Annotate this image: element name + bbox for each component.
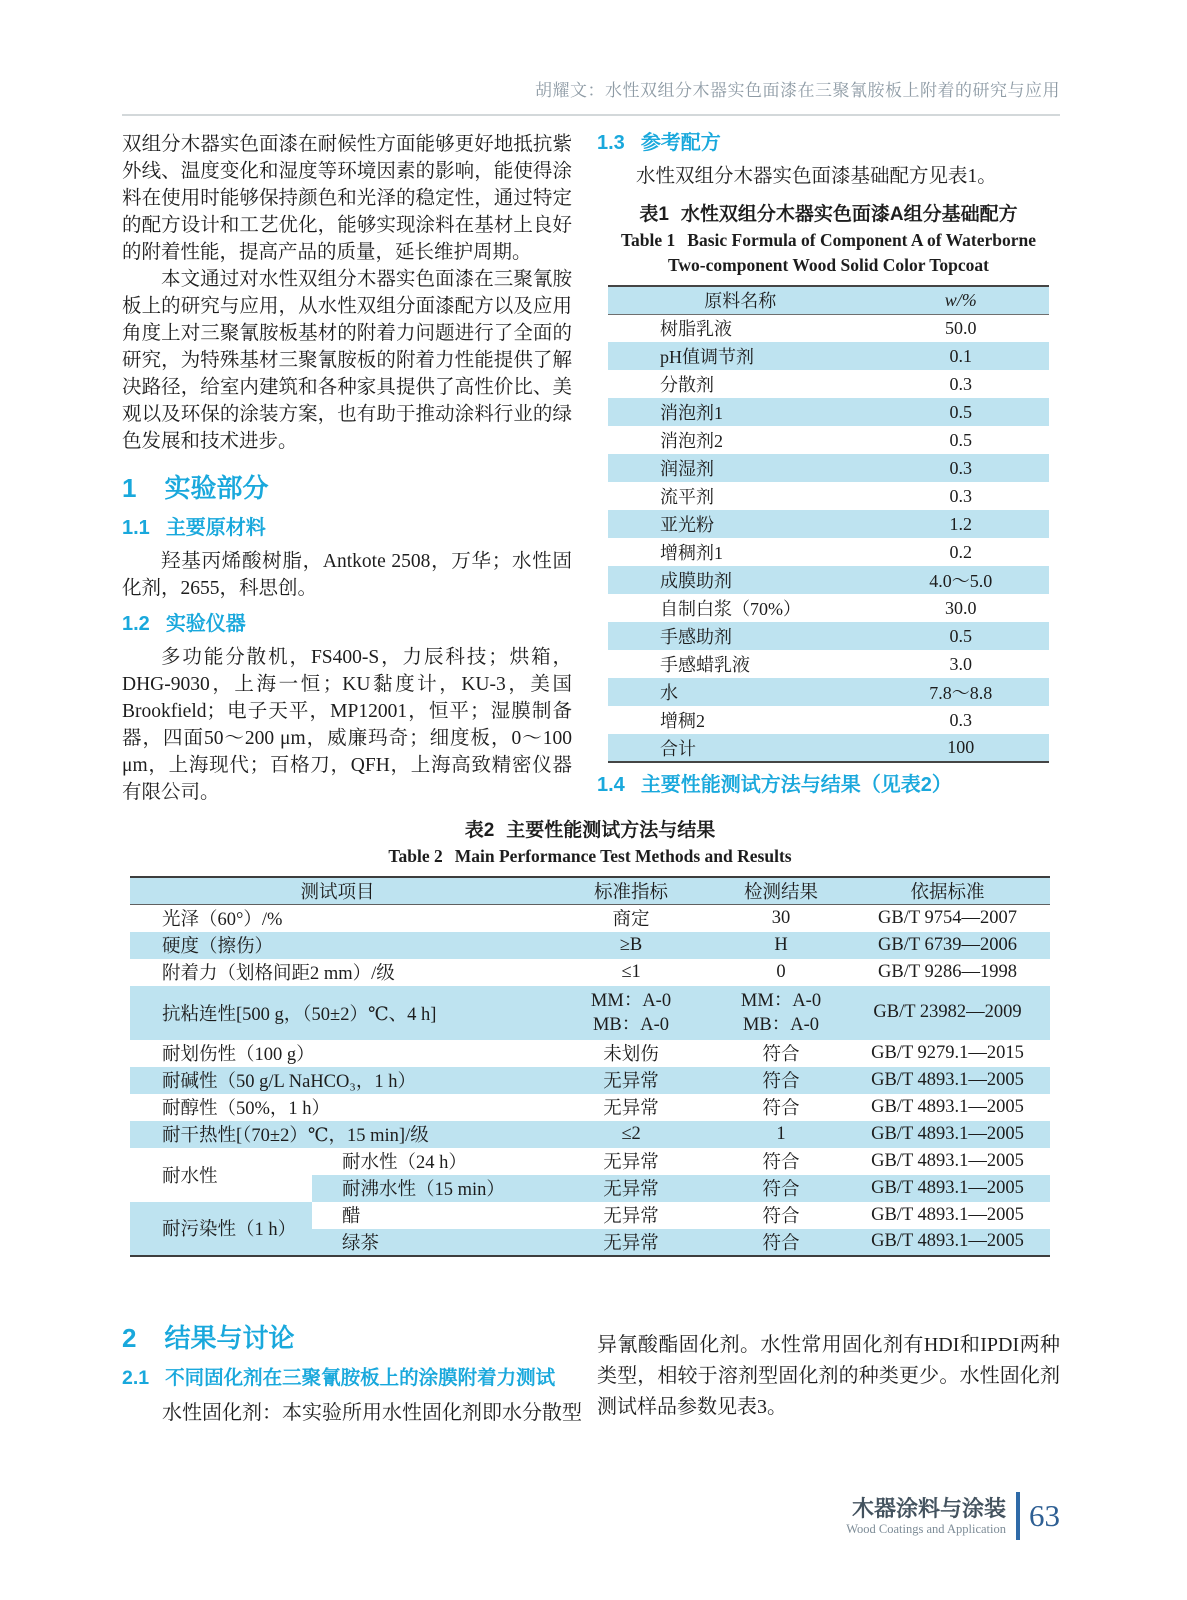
table-row-anti-blocking (130, 986, 1050, 1040)
table-row-adhesion (130, 959, 1050, 986)
paragraph-materials: 羟基丙烯酸树脂，Antkote 2508，万华；水性固化剂，2655，科思创。 (122, 551, 572, 599)
cell-basis: GB/T 4893.1—2005 (845, 1229, 1050, 1256)
table1-body (608, 314, 1049, 762)
table1-title-cn: 水性双组分木器实色面漆A组分基础配方 (680, 204, 1018, 225)
cell-weight-percent: 0.2 (949, 541, 973, 562)
section-number: 1.3 (597, 132, 625, 154)
table-row (608, 454, 1049, 482)
cell-weight-percent: 50.0 (945, 317, 977, 338)
cell-weight-percent: 7.8～8.8 (929, 683, 993, 703)
right-column (597, 130, 1060, 805)
cell-basis: GB/T 9279.1—2015 (871, 1042, 1024, 1063)
table-row-alkali (130, 1067, 1050, 1094)
results-section-left (122, 1322, 584, 1428)
table-header-row (130, 877, 1050, 905)
table2-label-cn: 表2 (464, 820, 495, 841)
section-title: 实验仪器 (165, 613, 246, 635)
results-section-right (597, 1330, 1060, 1423)
table-row (608, 398, 1049, 426)
cell-standard: 无异常 (545, 1175, 717, 1202)
cell-sub-item: 耐水性（24 h） (342, 1153, 467, 1173)
cell-weight-percent: 0.1 (949, 345, 973, 366)
cell-group-stain-resistance: 耐污染性（1 h） (130, 1202, 312, 1256)
section-title: 结果与讨论 (164, 1323, 295, 1353)
table-row (608, 622, 1049, 650)
section-heading-2-1 (122, 1365, 584, 1391)
cell-result: 符合 (762, 1045, 800, 1065)
table2-title-en: Main Performance Test Methods and Results (454, 846, 792, 866)
table2-header (130, 877, 1050, 905)
section-title: 不同固化剂在三聚氰胺板上的涂膜附着力测试 (165, 1367, 556, 1389)
table2-header-result: 检测结果 (717, 877, 845, 905)
cell-basis: GB/T 6739—2006 (845, 932, 1050, 959)
cell-standard: MM：A-0 MB：A-0 (545, 986, 717, 1040)
cell-sub-item: 绿茶 (312, 1229, 545, 1256)
cell-material-name: 成膜助剂 (660, 571, 732, 591)
section-number: 1 (122, 473, 137, 503)
cell-standard: 商定 (612, 910, 650, 931)
cell-basis: GB/T 4893.1—2005 (845, 1175, 1050, 1202)
cell-item: 耐划伤性（100 g） (162, 1045, 315, 1065)
section-title: 实验部分 (164, 473, 269, 503)
cell-basis: GB/T 4893.1—2005 (845, 1121, 1050, 1148)
cell-weight-percent: 1.2 (949, 513, 973, 534)
cell-result: 符合 (717, 1175, 845, 1202)
journal-name-en: Wood Coatings and Application (846, 1521, 1006, 1536)
table1-label-en: Table 1 (620, 230, 676, 250)
table-header-row (608, 286, 1049, 314)
cell-material-name: 亚光粉 (660, 515, 714, 535)
paragraph-continuation: 双组分木器实色面漆在耐候性方面能够更好地抵抗紫外线、温度变化和湿度等环境因素的影响，能使得涂料在使用时能够保持颜色和光泽的稳定性，通过特定的配方设计和工艺优化，能够实现涂料在基材上良好的附着性能，提高产品的质量，延长维护周期。 (122, 134, 572, 263)
footer-divider (1016, 1492, 1020, 1540)
cell-material-name: 流平剂 (660, 487, 714, 507)
paragraph-formula-ref: 水性双组分木器实色面漆基础配方见表1。 (636, 166, 997, 187)
section-heading-1 (122, 472, 572, 504)
section-number: 1.2 (122, 613, 150, 635)
cell-result: H (717, 932, 845, 959)
section-title: 主要性能测试方法与结果（见表2） (640, 774, 952, 796)
section-heading-1-2 (122, 611, 572, 637)
cell-item: 光泽（60°）/% (162, 910, 283, 931)
cell-result: MM：A-0 MB：A-0 (717, 986, 845, 1040)
table-row (608, 678, 1049, 706)
table-row (608, 650, 1049, 678)
cell-result: 符合 (717, 1229, 845, 1256)
table2-title-cn: 主要性能测试方法与结果 (506, 820, 716, 841)
cell-item: 耐醇性（50%，1 h） (162, 1099, 331, 1119)
table-row (608, 314, 1049, 342)
cell-basis: GB/T 23982—2009 (845, 986, 1050, 1040)
cell-sub-item: 耐沸水性（15 min） (312, 1175, 545, 1202)
cell-weight-percent: 4.0～5.0 (929, 571, 993, 591)
cell-material-name: 润湿剂 (660, 459, 714, 479)
paragraph-instruments: 多功能分散机，FS400-S，力辰科技；烘箱，DHG-9030，上海一恒；KU黏度计，KU-3，美国Brookfield；电子天平，MP12001，恒平；湿膜制备器，四面50～200 μm，威廉玛奇；细度板，0～100 μm，上海现代；百格刀，QFH，上海高致精密仪器有限公司。 (122, 647, 572, 803)
cell-basis: GB/T 9286—1998 (878, 961, 1017, 982)
table-row-water-24h (130, 1148, 1050, 1175)
table2-header-standard: 标准指标 (545, 877, 717, 905)
table1-title-en-line1: Basic Formula of Component A of Waterborne (687, 230, 1036, 250)
table2-block (130, 818, 1050, 1257)
cell-group-water-resistance: 耐水性 (162, 1166, 218, 1187)
cell-material-name: 消泡剂1 (660, 403, 723, 423)
cell-standard: 无异常 (545, 1067, 717, 1094)
cell-basis: GB/T 4893.1—2005 (845, 1067, 1050, 1094)
cell-weight-percent: 0.5 (949, 429, 973, 450)
cell-weight-percent: 0.3 (949, 709, 973, 730)
cell-standard: ≤2 (545, 1121, 717, 1148)
table1-caption-cn (597, 202, 1060, 228)
cell-material-name: pH值调节剂 (660, 347, 754, 367)
section-title: 参考配方 (640, 132, 721, 154)
table-row-dry-heat (130, 1121, 1050, 1148)
cell-result: 符合 (717, 1067, 845, 1094)
cell-weight-percent: 3.0 (949, 653, 973, 674)
table-row-hardness (130, 932, 1050, 959)
cell-material-name: 合计 (660, 738, 696, 759)
cell-weight-percent: 0.5 (949, 625, 973, 646)
section-heading-1-4 (597, 772, 1060, 798)
table1-header-weight-percent: w/% (873, 286, 1049, 314)
section-number: 2.1 (122, 1367, 150, 1389)
cell-basis: GB/T 9754—2007 (878, 907, 1017, 928)
section-number: 1.1 (122, 517, 150, 539)
table-1 (608, 285, 1049, 763)
table1-header (608, 286, 1049, 314)
table2-header-test-item: 测试项目 (130, 877, 545, 905)
cell-standard: 无异常 (545, 1229, 717, 1256)
section-number: 1.4 (597, 774, 625, 796)
cell-result: 符合 (762, 1207, 800, 1227)
table-row (608, 566, 1049, 594)
table1-caption-en (597, 228, 1060, 278)
cell-material-name: 树脂乳液 (660, 319, 732, 340)
paragraph-intro: 本文通过对水性双组分木器实色面漆在三聚氰胺板上的研究与应用，从水性双组分面漆配方以及应用角度上对三聚氰胺板基材的附着力问题进行了全面的研究，为特殊基材三聚氰胺板的附着力性能提供了解决路径，给室内建筑和各种家具提供了高性价比、美观以及环保的涂装方案，也有助于推动涂料行业的绿色发展和技术进步。 (122, 269, 572, 452)
cell-result: 30 (771, 907, 791, 928)
running-head: 胡耀文：水性双组分木器实色面漆在三聚氰胺板上附着的研究与应用 (122, 76, 1060, 116)
table-row (608, 734, 1049, 762)
table-row (608, 482, 1049, 510)
table-row (608, 510, 1049, 538)
table-row-gloss (130, 905, 1050, 932)
table1-label-cn: 表1 (639, 204, 669, 225)
table2-header-basis: 依据标准 (845, 877, 1050, 905)
page-number: 63 (1029, 1498, 1060, 1533)
cell-material-name: 消泡剂2 (660, 431, 723, 451)
cell-item: 抗粘连性[500 g，（50±2）℃、4 h] (130, 986, 545, 1040)
table-row (608, 538, 1049, 566)
table-row-vinegar (130, 1202, 1050, 1229)
journal-name-cn: 木器涂料与涂装 (851, 1495, 1006, 1521)
section-title: 主要原材料 (165, 517, 266, 539)
cell-item: 耐碱性（50 g/L NaHCO₃，1 h） (130, 1067, 545, 1094)
section-number: 2 (122, 1323, 137, 1353)
table-row (608, 706, 1049, 734)
cell-weight-percent: 0.3 (949, 457, 973, 478)
cell-weight-percent: 0.3 (949, 373, 973, 394)
table2-body (130, 905, 1050, 1256)
table-row (608, 342, 1049, 370)
cell-material-name: 分散剂 (660, 375, 714, 395)
cell-basis: GB/T 4893.1—2005 (871, 1204, 1024, 1225)
cell-material-name: 增稠2 (660, 711, 705, 731)
table2-caption-en (130, 844, 1050, 869)
cell-standard: 无异常 (603, 1099, 659, 1119)
table-row (608, 426, 1049, 454)
cell-result: 0 (776, 961, 786, 982)
table1-title-en-line2: Two-component Wood Solid Color Topcoat (668, 255, 989, 275)
cell-item: 硬度（擦伤） (130, 932, 545, 959)
journal-name (846, 1496, 1006, 1537)
table-row (608, 370, 1049, 398)
paragraph-hardener-right: 异氰酸酯固化剂。水性常用固化剂有HDI和IPDI两种类型，相较于溶剂型固化剂的种类更少。水性固化剂测试样品参数见表3。 (597, 1334, 1060, 1418)
cell-weight-percent: 100 (947, 737, 975, 757)
cell-standard: 未划伤 (603, 1045, 659, 1065)
cell-basis: GB/T 4893.1—2005 (871, 1096, 1024, 1117)
table2-caption-cn (130, 818, 1050, 844)
table-row-scratch (130, 1040, 1050, 1067)
cell-weight-percent: 0.3 (949, 485, 973, 506)
table-2 (130, 876, 1050, 1257)
section-heading-1-1 (122, 515, 572, 541)
cell-result: 1 (717, 1121, 845, 1148)
cell-standard: 无异常 (603, 1207, 659, 1227)
cell-sub-item: 醋 (342, 1207, 361, 1227)
table2-label-en: Table 2 (388, 846, 443, 866)
table1-header-material: 原料名称 (608, 286, 873, 314)
paragraph-hardener-left: 水性固化剂：本实验所用水性固化剂即水分散型 (162, 1402, 582, 1424)
cell-standard: 无异常 (603, 1153, 659, 1173)
table-row (608, 594, 1049, 622)
cell-material-name: 手感助剂 (660, 627, 732, 647)
table-row-alcohol (130, 1094, 1050, 1121)
left-column (122, 131, 572, 806)
section-heading-1-3 (597, 130, 1060, 156)
cell-material-name: 增稠剂1 (660, 543, 723, 563)
cell-weight-percent: 0.5 (949, 401, 973, 422)
cell-item: 耐干热性[（70±2）℃，15 min]/级 (130, 1121, 545, 1148)
section-heading-2 (122, 1322, 584, 1354)
cell-standard: ≤1 (621, 961, 641, 982)
cell-result: 符合 (762, 1099, 800, 1119)
footer (122, 1492, 1060, 1540)
cell-result: 符合 (762, 1153, 800, 1173)
cell-item: 附着力（划格间距2 mm）/级 (162, 964, 395, 984)
cell-standard: ≥B (545, 932, 717, 959)
cell-basis: GB/T 4893.1—2005 (871, 1150, 1024, 1171)
cell-material-name: 手感蜡乳液 (660, 655, 750, 675)
cell-material-name: 自制白浆（70%） (660, 599, 801, 619)
cell-material-name: 水 (660, 683, 678, 703)
cell-weight-percent: 30.0 (945, 597, 977, 618)
